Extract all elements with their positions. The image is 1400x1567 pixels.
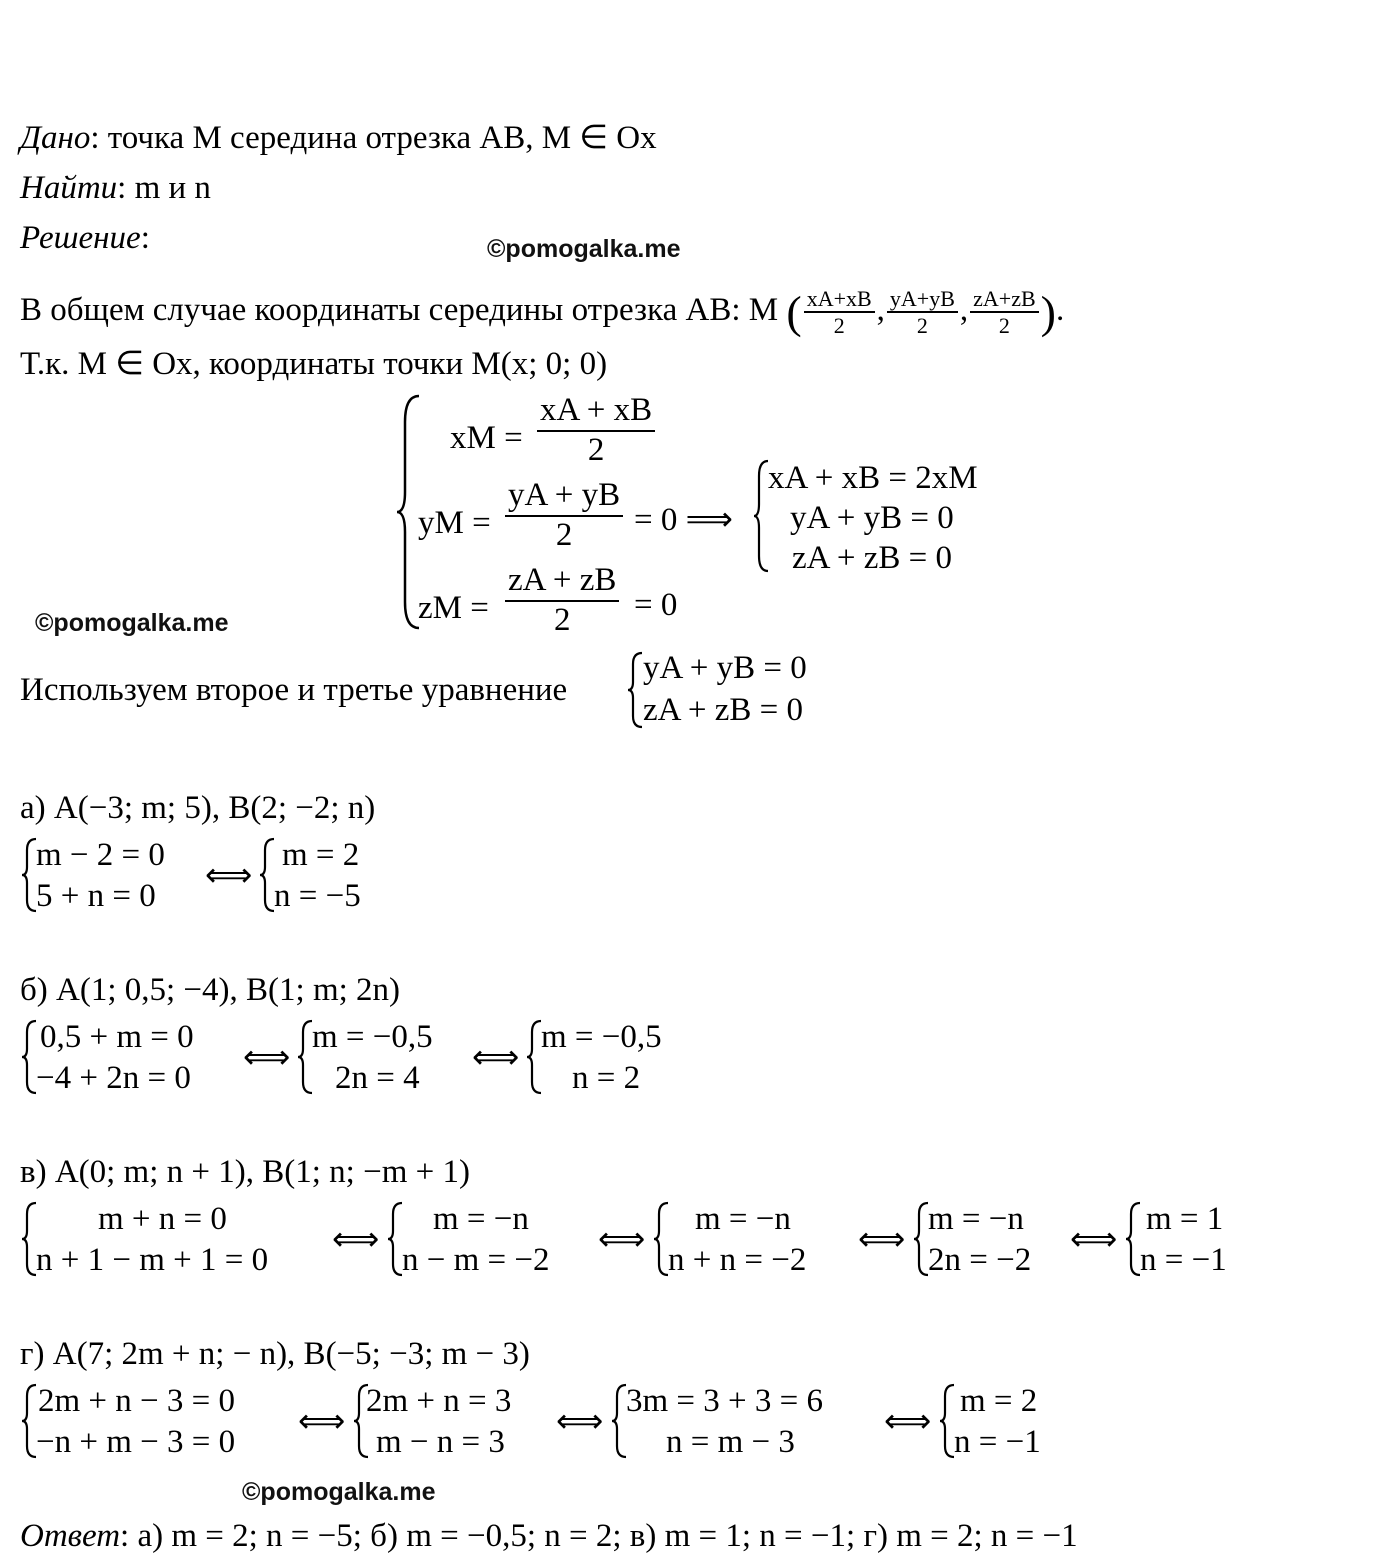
- system-row-y-fraction: $\frac{yA + yB}{2}$: [505, 477, 623, 555]
- answer-line: [20, 1516, 1078, 1556]
- part-b-s3-row2: n = 2: [572, 1060, 641, 1096]
- find-label: Найти: [20, 170, 118, 206]
- use-eq-1: yA + yB = 0: [643, 650, 807, 686]
- part-a-s1-row1: m − 2 = 0: [36, 837, 165, 873]
- find-line: [20, 168, 211, 208]
- part-g-s1-row1: 2m + n − 3 = 0: [38, 1383, 236, 1419]
- solution-text: :: [140, 220, 150, 256]
- part-v-s5-row1: m = 1: [1146, 1201, 1224, 1237]
- part-v-s4-row1: m = −n: [928, 1201, 1024, 1237]
- part-v-equiv-2: ⟺: [598, 1222, 646, 1258]
- result-row-1: xA + xB = 2xM: [768, 460, 978, 496]
- result-row-3: zA + zB = 0: [792, 540, 953, 576]
- part-a-s2-row2: n = −5: [274, 878, 361, 914]
- general-text: В общем случае координаты середины отрезка AB: M: [20, 292, 779, 328]
- part-a-s2-row1: m = 2: [282, 837, 360, 873]
- part-v-s2-row1: m = −n: [433, 1201, 529, 1237]
- part-b-s2-row1: m = −0,5: [312, 1019, 433, 1055]
- system-row-z-fraction: $\frac{zA + zB}{2}$: [505, 562, 619, 640]
- part-a-equiv-1: ⟺: [205, 858, 253, 894]
- part-v-s3-row2: n + n = −2: [668, 1242, 807, 1278]
- part-v-head: в) A(0; m; n + 1), B(1; n; −m + 1): [20, 1154, 470, 1190]
- given-line: [20, 118, 657, 158]
- part-g-equiv-3: ⟺: [884, 1404, 932, 1440]
- part-g-s1-row2: −n + m − 3 = 0: [36, 1424, 236, 1460]
- result-row-2: yA + yB = 0: [790, 500, 954, 536]
- since-line: Т.к. M ∈ Ox, координаты точки M(x; 0; 0): [20, 346, 608, 382]
- find-text: : m и n: [117, 170, 211, 206]
- use-line: Используем второе и третье уравнение: [20, 672, 568, 708]
- part-v-equiv-4: ⟺: [1070, 1222, 1118, 1258]
- part-a-head: а) A(−3; m; 5), B(2; −2; n): [20, 790, 376, 826]
- watermark-2: ©pomogalka.me: [35, 609, 229, 637]
- answer-text: : а) m = 2; n = −5; б) m = −0,5; n = 2; в) m = 1; n = −1; г) m = 2; n = −1: [120, 1518, 1078, 1554]
- part-g-s4-row2: n = −1: [954, 1424, 1041, 1460]
- midpoint-x-fraction: $\frac{xA+xB}{2}$: [804, 286, 875, 339]
- part-b-s3-row1: m = −0,5: [541, 1019, 662, 1055]
- part-b-equiv-1: ⟺: [243, 1040, 291, 1076]
- part-b-equiv-2: ⟺: [472, 1040, 520, 1076]
- part-b-s2-row2: 2n = 4: [335, 1060, 420, 1096]
- midpoint-z-fraction: $\frac{zA+zB}{2}$: [970, 286, 1039, 339]
- use-eq-2: zA + zB = 0: [643, 692, 804, 728]
- part-g-s3-row2: n = m − 3: [666, 1424, 795, 1460]
- part-v-s4-row2: 2n = −2: [928, 1242, 1032, 1278]
- part-g-s2-row2: m − n = 3: [376, 1424, 505, 1460]
- part-a-s1-row2: 5 + n = 0: [36, 878, 156, 914]
- part-v-s1-row2: n + 1 − m + 1 = 0: [36, 1242, 269, 1278]
- part-v-s3-row1: m = −n: [695, 1201, 791, 1237]
- system-row-y-left: yM =: [418, 505, 491, 541]
- part-g-head: г) A(7; 2m + n; − n), B(−5; −3; m − 3): [20, 1336, 530, 1372]
- system-row-x-fraction: $\frac{xA + xB}{2}$: [537, 392, 655, 470]
- part-v-s2-row2: n − m = −2: [402, 1242, 550, 1278]
- answer-label: Ответ: [20, 1518, 121, 1554]
- midpoint-y-fraction: $\frac{yA+yB}{2}$: [887, 286, 958, 339]
- given-label: Дано: [20, 120, 91, 156]
- part-v-s5-row2: n = −1: [1140, 1242, 1227, 1278]
- solution-label: Решение: [20, 220, 141, 256]
- part-v-equiv-1: ⟺: [332, 1222, 380, 1258]
- part-g-s4-row1: m = 2: [960, 1383, 1038, 1419]
- part-g-equiv-1: ⟺: [298, 1404, 346, 1440]
- given-text: : точка M середина отрезка AB, M ∈ Ox: [90, 120, 657, 156]
- system-row-z-right: = 0: [634, 587, 678, 623]
- watermark-1: ©pomogalka.me: [487, 235, 681, 263]
- part-b-s1-row1: 0,5 + m = 0: [40, 1019, 194, 1055]
- system-row-z-left: zM =: [418, 590, 489, 626]
- part-b-head: б) A(1; 0,5; −4), B(1; m; 2n): [20, 972, 401, 1008]
- part-g-s3-row1: 3m = 3 + 3 = 6: [626, 1383, 824, 1419]
- system-row-x-left: xM =: [450, 420, 523, 456]
- part-g-equiv-2: ⟺: [556, 1404, 604, 1440]
- part-g-s2-row1: 2m + n = 3: [366, 1383, 512, 1419]
- part-v-equiv-3: ⟺: [858, 1222, 906, 1258]
- part-b-s1-row2: −4 + 2n = 0: [36, 1060, 191, 1096]
- general-line: В общем случае координаты середины отрезка AB: M ( $\frac{xA+xB}{2}$ , $\frac{yA+yB}{2}$ , $\frac{zA+zB}{2}$ ).: [20, 286, 1065, 339]
- system-row-y-right: = 0 ⟹: [634, 502, 733, 538]
- solution-line: [20, 218, 150, 258]
- watermark-3: ©pomogalka.me: [242, 1478, 436, 1506]
- part-v-s1-row1: m + n = 0: [98, 1201, 227, 1237]
